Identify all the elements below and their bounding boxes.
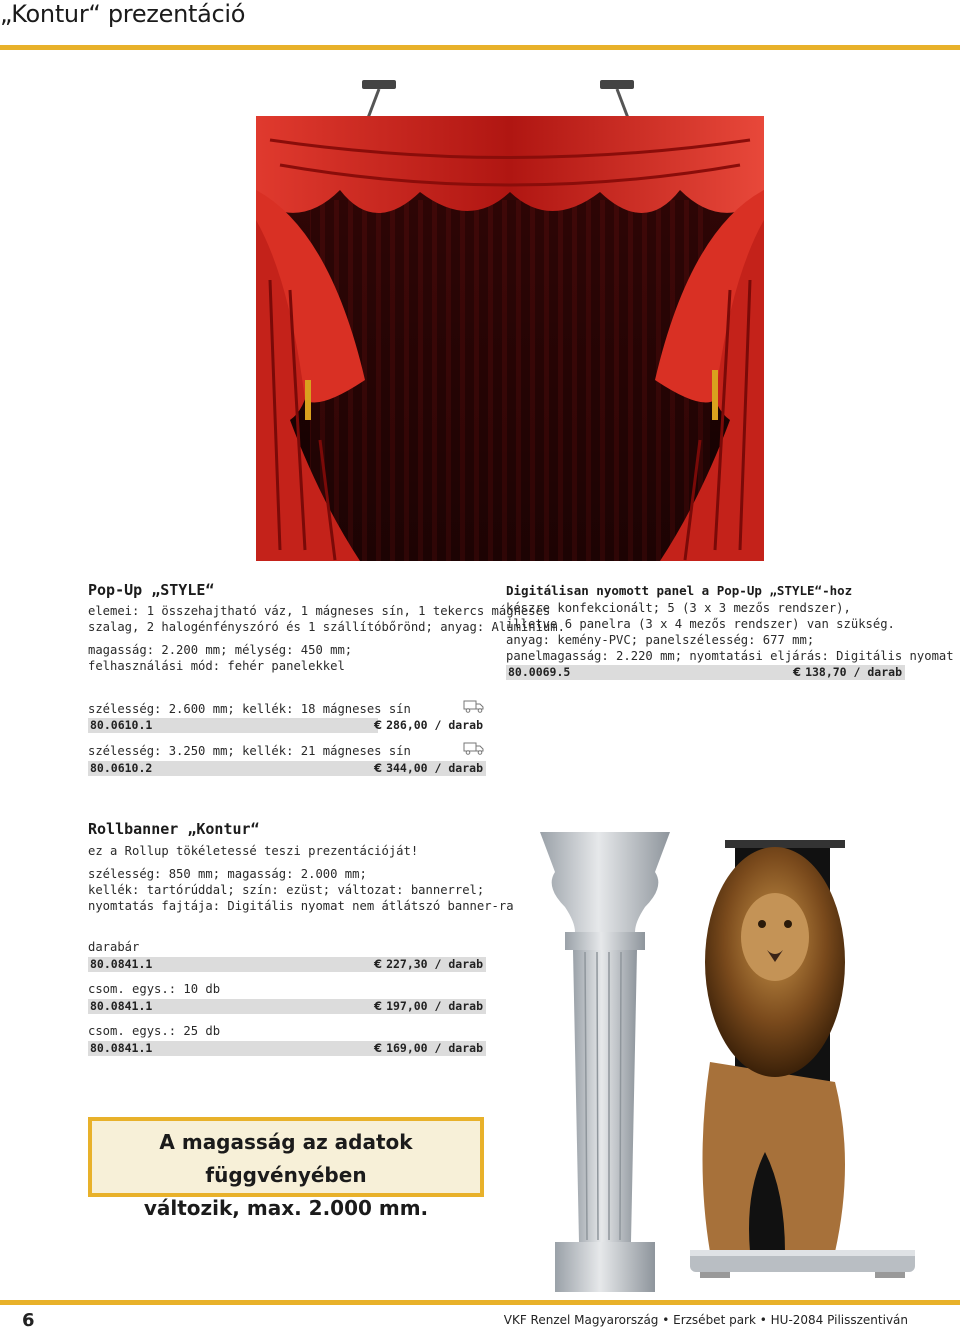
page-title: „Kontur“ prezentáció <box>0 0 246 28</box>
rollbanner-line-3: kellék: tartórúddal; szín: ezüst; változat: bannerrel; <box>88 883 485 897</box>
product-price: € 169,00 / darab <box>374 1041 483 1055</box>
euro-icon: € <box>374 761 383 775</box>
top-rule <box>0 45 960 50</box>
panel-title: Digitálisan nyomott panel a Pop-Up „STYLE“-hoz <box>506 583 853 598</box>
panel-price-row <box>506 665 905 680</box>
rollbanner-line-2: szélesség: 850 mm; magasság: 2.000 mm; <box>88 867 367 881</box>
panel-line-4: panelmagasság: 2.220 mm; nyomtatási eljárás: Digitális nyomat <box>506 649 954 663</box>
rollbanner-price-3-row <box>88 1041 486 1056</box>
popup-desc-2: szalag, 2 halogénfényszóró és 1 szállítóbőrönd; anyag: Alumínium. <box>88 620 565 634</box>
rollbanner-price-1-row <box>88 957 486 972</box>
panel-line-3: anyag: kemény-PVC; panelszélesség: 677 mm; <box>506 633 815 647</box>
product-price: € 227,30 / darab <box>374 957 483 971</box>
popup-variant-2-label: szélesség: 3.250 mm; kellék: 21 mágneses sín <box>88 744 411 758</box>
popup-variant-1-label: szélesség: 2.600 mm; kellék: 18 mágneses sín <box>88 702 411 716</box>
popup-desc-4: felhasználási mód: fehér panelekkel <box>88 659 345 673</box>
rollbanner-title: Rollbanner „Kontur“ <box>88 820 260 838</box>
panel-line-1: készre konfekcionált; 5 (3 x 3 mezős rendszer), <box>506 601 851 615</box>
truck-icon <box>463 699 485 713</box>
product-code: 80.0610.1 <box>90 718 153 732</box>
product-price: € 286,00 / darab <box>374 718 483 732</box>
popup-curtain-image <box>250 80 770 565</box>
product-code: 80.0610.2 <box>90 761 153 775</box>
popup-desc-3: magasság: 2.200 mm; mélység: 450 mm; <box>88 643 353 657</box>
euro-icon: € <box>793 665 802 679</box>
product-code: 80.0841.1 <box>90 1041 153 1055</box>
rollbanner-price-1-label: darabár <box>88 940 140 954</box>
panel-line-2: illetve 6 panelra (3 x 4 mezős rendszer) van szükség. <box>506 617 895 631</box>
truck-icon <box>463 741 485 755</box>
product-code: 80.0841.1 <box>90 957 153 971</box>
footer-address: VKF Renzel Magyarország • Erzsébet park • HU-2084 Pilisszentiván <box>503 1313 908 1327</box>
rollbanner-line-1: ez a Rollup tökéletessé teszi prezentációját! <box>88 844 419 858</box>
euro-icon: € <box>374 718 383 732</box>
product-code: 80.0841.1 <box>90 999 153 1013</box>
euro-icon: € <box>374 1041 383 1055</box>
rollbanner-price-2-row <box>88 999 486 1014</box>
product-price: € 197,00 / darab <box>374 999 483 1013</box>
euro-icon: € <box>374 957 383 971</box>
product-price: € 138,70 / darab <box>793 665 902 679</box>
rollbanner-lion-column-image <box>535 832 930 1294</box>
notice-line-1: A magasság az adatok függvényében <box>159 1130 413 1187</box>
popup-variant-2-row <box>88 761 486 776</box>
height-notice-box <box>88 1117 484 1220</box>
popup-desc-1: elemei: 1 összehajtható váz, 1 mágneses sín, 1 tekercs mágneses <box>88 604 551 618</box>
rollbanner-line-4: nyomtatás fajtája: Digitális nyomat nem átlátszó banner-ra <box>88 899 514 913</box>
page-number: 6 <box>22 1310 35 1331</box>
product-price: € 344,00 / darab <box>374 761 483 775</box>
rollbanner-price-3-label: csom. egys.: 25 db <box>88 1024 221 1038</box>
bottom-rule <box>0 1300 960 1305</box>
popup-title: Pop-Up „STYLE“ <box>88 581 215 599</box>
rollbanner-price-2-label: csom. egys.: 10 db <box>88 982 221 996</box>
popup-variant-1-row <box>88 718 486 733</box>
euro-icon: € <box>374 999 383 1013</box>
notice-line-2: változik, max. 2.000 mm. <box>143 1196 429 1220</box>
product-code: 80.0069.5 <box>508 665 571 679</box>
